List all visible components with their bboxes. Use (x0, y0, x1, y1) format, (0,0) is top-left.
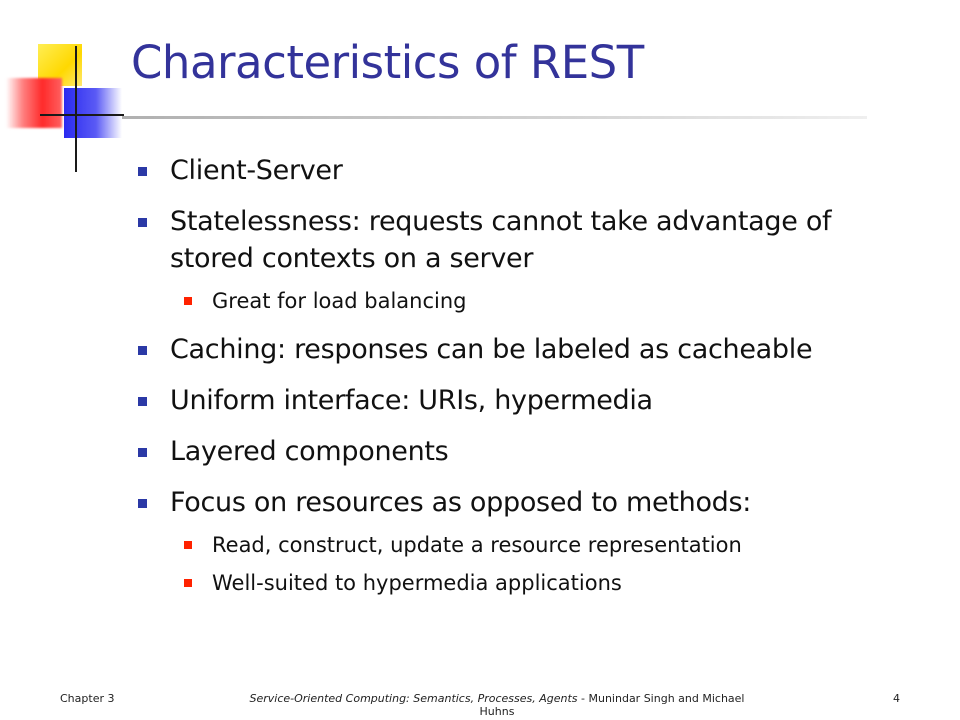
slide-title: Characteristics of REST (131, 36, 644, 89)
bullet-text: Statelessness: requests cannot take advantage of stored contexts on a server (170, 206, 832, 274)
square-bullet-icon (138, 346, 147, 355)
sub-bullet-item (170, 569, 894, 597)
square-bullet-icon (138, 218, 147, 227)
slide-body (134, 152, 894, 607)
square-sub-bullet-icon (184, 541, 192, 549)
bullet-text: Caching: responses can be labeled as cacheable (170, 334, 813, 365)
bullet-item (134, 382, 894, 419)
square-bullet-icon (138, 499, 147, 508)
red-square (6, 78, 62, 128)
bullet-item (134, 433, 894, 470)
sub-bullet-text: Read, construct, update a resource representation (212, 533, 742, 557)
bullet-text: Uniform interface: URIs, hypermedia (170, 385, 653, 416)
square-sub-bullet-icon (184, 579, 192, 587)
blue-square (64, 88, 122, 138)
bullet-item (134, 152, 894, 189)
square-sub-bullet-icon (184, 297, 192, 305)
slide-footer (0, 692, 960, 718)
sub-bullet-text: Great for load balancing (212, 289, 467, 313)
square-bullet-icon (138, 448, 147, 457)
sub-bullet-item (170, 287, 894, 315)
horizontal-line (40, 114, 124, 116)
title-underline (122, 116, 867, 119)
bullet-text: Focus on resources as opposed to methods: (170, 487, 752, 518)
bullet-item (134, 331, 894, 368)
footer-page-number: 4 (893, 692, 900, 705)
vertical-line (75, 46, 77, 172)
footer-credit (232, 692, 762, 718)
bullet-text: Layered components (170, 436, 449, 467)
square-bullet-icon (138, 167, 147, 176)
square-bullet-icon (138, 397, 147, 406)
footer-book-title: Service-Oriented Computing: Semantics, Processes, Agents (249, 692, 578, 705)
decorative-logo (0, 30, 130, 150)
footer-authors: - Munindar Singh and Michael Huhns (479, 692, 745, 718)
bullet-text: Client-Server (170, 155, 343, 186)
sub-bullet-item (170, 531, 894, 559)
bullet-item (134, 203, 894, 277)
footer-chapter: Chapter 3 (60, 692, 115, 705)
bullet-item (134, 484, 894, 521)
sub-bullet-text: Well-suited to hypermedia applications (212, 571, 622, 595)
